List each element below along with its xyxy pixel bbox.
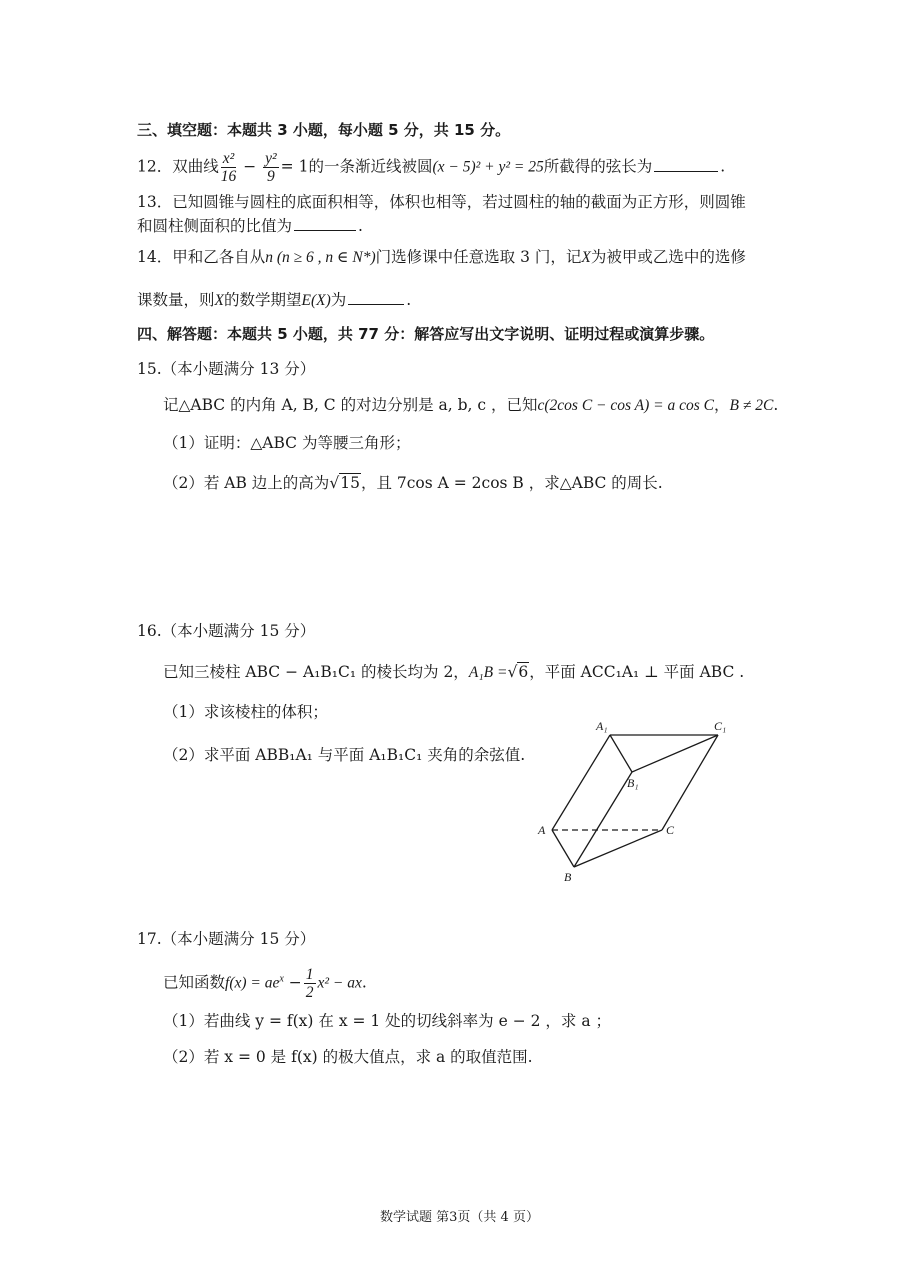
page-footer: 数学试题 第3页（共 4 页） [380, 1210, 539, 1225]
question-13-line-1: 13．已知圆锥与圆柱的底面积相等，体积也相等，若过圆柱的轴的截面为正方形，则圆锥 [137, 193, 746, 211]
label-b: B [564, 870, 572, 884]
q12-frac-x: $\frac{\text{x²}}{16}$ [220, 150, 237, 186]
q12-answer-blank [654, 157, 718, 172]
q14-answer-blank [348, 290, 404, 305]
edge-c1-c [662, 735, 718, 830]
q12-text-2: 的一条渐近线被圆 [308, 157, 433, 176]
sqrt-15: 15 [340, 474, 360, 492]
edge-b-c [574, 830, 662, 867]
question-13-line-2: 和圆柱侧面积的比值为 . [137, 217, 363, 235]
question-14-line-1: 14．甲和乙各自从n (n ≥ 6 , n ∈ N*)门选修课中任意选取 3 门，记X为被甲或乙选中的选修 [137, 248, 746, 266]
q12-frac-y: $\frac{\text{y²}}{9}$ [265, 150, 277, 186]
label-a: A [538, 823, 546, 837]
q12-text-1: 双曲线 [172, 157, 219, 176]
question-16-part-1: （1）求该棱柱的体积； [163, 703, 328, 721]
prism-figure [530, 715, 730, 885]
question-17-stem: 已知函数$f(x) = ae^x$ − $\frac{1}{2}$ x² − ax. [163, 966, 367, 1002]
label-b1: B₁ [627, 776, 639, 790]
q13-answer-blank [294, 216, 356, 231]
section-3-header: 三、填空题：本题共 3 小题，每小题 5 分，共 15 分。 [137, 121, 511, 139]
label-c1: C₁ [714, 719, 727, 733]
edge-a1-b1 [610, 735, 632, 772]
question-15-part-2: （2）若 AB 边上的高为√15，且 7cos A = 2cos B ，求△ABC 的周长. [163, 474, 663, 492]
question-15-title: 15.（本小题满分 13 分） [137, 360, 316, 378]
q12-equals: = 1 [280, 157, 309, 176]
label-c: C [666, 823, 675, 837]
section-4-header: 四、解答题：本题共 5 小题，共 77 分：解答应写出文字说明、证明过程或演算步骤。 [137, 325, 715, 343]
edge-a-b [552, 830, 574, 867]
question-16-title: 16.（本小题满分 15 分） [137, 622, 316, 640]
edge-b1-c1 [632, 735, 718, 772]
question-16-stem: 已知三棱柱 ABC − A₁B₁C₁ 的棱长均为 2，A₁B =√6，平面 ACC₁A₁ ⊥ 平面 ABC . [163, 663, 745, 681]
q17-frac-half: $\frac{1}{2}$ [305, 966, 314, 1002]
q12-text-3: 所截得的弦长为 [543, 157, 653, 176]
sqrt-6: 6 [518, 663, 529, 681]
edge-a1-a [552, 735, 610, 830]
question-16-part-2: （2）求平面 ABB₁A₁ 与平面 A₁B₁C₁ 夹角的余弦值. [163, 746, 526, 764]
question-14-line-2: 课数量，则X的数学期望E(X)为 . [137, 291, 412, 309]
question-17-title: 17.（本小题满分 15 分） [137, 930, 316, 948]
label-a1: A₁ [596, 719, 608, 733]
edge-b1-b [574, 772, 632, 867]
q12-circle: (x − 5)² + y² = 25 [432, 158, 544, 176]
question-12: 12．双曲线 $\frac{\text{x²}}{16}$ − $\frac{\text{y²}}{9}$ = 1的一条渐近线被圆(x − 5)² + y² = 25所截得的弦长为 . [137, 150, 726, 186]
question-17-part-2: （2）若 x = 0 是 f(x) 的极大值点，求 a 的取值范围. [163, 1048, 533, 1066]
question-15-stem: 记△ABC 的内角 A, B, C 的对边分别是 a, b, c ，已知c(2cos C − cos A) = a cos C，B ≠ 2C. [163, 396, 779, 414]
question-17-part-1: （1）若曲线 y = f(x) 在 x = 1 处的切线斜率为 e − 2 ，求 a ； [163, 1012, 612, 1030]
q12-number: 12． [137, 157, 173, 176]
question-15-part-1: （1）证明：△ABC 为等腰三角形； [163, 434, 411, 452]
